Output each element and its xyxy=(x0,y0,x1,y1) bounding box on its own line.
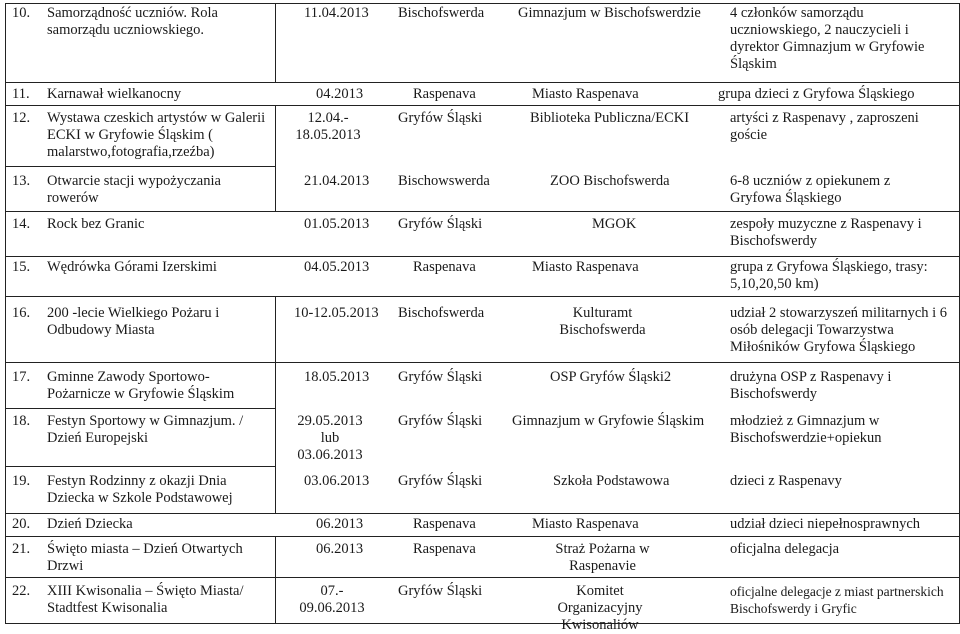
table-rule xyxy=(5,408,275,409)
row-participants: 6-8 uczniów z opiekunem z Gryfowa Śląskiego xyxy=(730,173,891,206)
row-number: 16. xyxy=(12,305,31,321)
row-event: Festyn Sportowy w Gimnazjum. / Dzień Europejski xyxy=(47,413,244,446)
row-number: 10. xyxy=(12,5,31,21)
row-number: 12. xyxy=(12,110,31,126)
table-rule xyxy=(5,105,960,106)
row-date: 12.04.- 18.05.2013 xyxy=(295,110,361,143)
row-date: 01.05.2013 xyxy=(304,216,370,232)
row-event: Festyn Rodzinny z okazji Dnia Dziecka w Szkole Podstawowej xyxy=(47,473,233,506)
table-rule xyxy=(275,105,276,211)
row-place: Gryfów Śląski xyxy=(398,473,483,489)
row-event: Święto miasta – Dzień Otwartych Drzwi xyxy=(47,541,243,574)
row-number: 21. xyxy=(12,541,31,557)
table-rule xyxy=(5,466,275,467)
row-venue: Miasto Raspenava xyxy=(532,516,639,532)
row-date: 18.05.2013 xyxy=(304,369,370,385)
row-event: Karnawał wielkanocny xyxy=(47,86,182,102)
table-rule xyxy=(275,536,276,623)
row-event: XIII Kwisonalia – Święto Miasta/ Stadtfest Kwisonalia xyxy=(47,583,244,616)
row-number: 13. xyxy=(12,173,31,189)
row-place: Raspenava xyxy=(413,259,476,275)
row-participants: artyści z Raspenavy , zaproszeni goście xyxy=(730,110,919,143)
row-date: 06.2013 xyxy=(316,541,364,557)
row-participants: młodzież z Gimnazjum w Bischofswerdzie+opiekun xyxy=(730,413,882,446)
row-number: 18. xyxy=(12,413,31,429)
row-event: Otwarcie stacji wypożyczania rowerów xyxy=(47,173,221,206)
row-place: Raspenava xyxy=(413,86,476,102)
row-place: Gryfów Śląski xyxy=(398,369,483,385)
row-number: 17. xyxy=(12,369,31,385)
row-participants: grupa dzieci z Gryfowa Śląskiego xyxy=(718,86,915,102)
table-rule xyxy=(5,82,960,83)
row-participants: grupa z Gryfowa Śląskiego, trasy: 5,10,20,50 km) xyxy=(730,259,928,292)
row-participants: zespoły muzyczne z Raspenavy i Bischofswerdy xyxy=(730,216,922,249)
row-place: Gryfów Śląski xyxy=(398,413,483,429)
row-date: 21.04.2013 xyxy=(304,173,370,189)
row-number: 11. xyxy=(12,86,30,102)
row-place: Gryfów Śląski xyxy=(398,110,483,126)
row-date: 10-12.05.2013 xyxy=(294,305,379,321)
row-venue: ZOO Bischofswerda xyxy=(550,173,670,189)
row-venue: MGOK xyxy=(592,216,637,232)
row-venue: OSP Gryfów Śląski2 xyxy=(550,369,672,385)
table-rule xyxy=(5,623,960,624)
row-venue: Biblioteka Publiczna/ECKI xyxy=(530,110,690,126)
row-date: 04.2013 xyxy=(316,86,364,102)
row-event: Samorządność uczniów. Rola samorządu uczniowskiego. xyxy=(47,5,218,38)
row-date: 29.05.2013 lub 03.06.2013 xyxy=(297,413,363,463)
row-place: Bischofswerda xyxy=(398,305,485,321)
row-event: Wędrówka Górami Izerskimi xyxy=(47,259,217,275)
row-number: 14. xyxy=(12,216,31,232)
row-number: 19. xyxy=(12,473,31,489)
row-number: 22. xyxy=(12,583,31,599)
row-venue: Miasto Raspenava xyxy=(532,86,639,102)
row-venue: Straż Pożarna w Raspenavie xyxy=(555,541,650,574)
table-rule xyxy=(5,296,960,297)
row-date: 06.2013 xyxy=(316,516,364,532)
table-rule xyxy=(5,577,960,578)
row-place: Gryfów Śląski xyxy=(398,216,483,232)
table-rule xyxy=(5,362,960,363)
row-venue: Komitet Organizacyjny Kwisonaliów xyxy=(557,583,643,633)
row-venue: Kulturamt Bischofswerda xyxy=(559,305,646,338)
row-event: Dzień Dziecka xyxy=(47,516,133,532)
row-participants: udział 2 stowarzyszeń militarnych i 6 osób delegacji Towarzystwa Miłośników Gryfowa Śląskiego xyxy=(730,305,948,355)
table-rule xyxy=(5,211,960,212)
row-participants: oficjalne delegacje z miast partnerskich Bischofswerdy i Gryfic xyxy=(730,584,944,616)
row-place: Raspenava xyxy=(413,541,476,557)
row-participants: drużyna OSP z Raspenavy i Bischofswerdy xyxy=(730,369,892,402)
row-event: 200 -lecie Wielkiego Pożaru i Odbudowy Miasta xyxy=(47,305,220,338)
table-rule xyxy=(5,3,6,623)
row-place: Raspenava xyxy=(413,516,476,532)
row-participants: dzieci z Raspenavy xyxy=(730,473,842,489)
table-rule xyxy=(5,3,960,4)
row-participants: udział dzieci niepełnosprawnych xyxy=(730,516,921,532)
row-venue: Gimnazjum w Bischofswerdzie xyxy=(518,5,701,21)
row-place: Bischofswerda xyxy=(398,5,485,21)
row-date: 03.06.2013 xyxy=(304,473,370,489)
row-number: 15. xyxy=(12,259,31,275)
row-participants: oficjalna delegacja xyxy=(730,541,840,557)
row-date: 11.04.2013 xyxy=(304,5,369,21)
row-participants: 4 członków samorządu uczniowskiego, 2 nauczycieli i dyrektor Gimnazjum w Gryfowie Śląskim xyxy=(730,5,925,72)
row-event: Gminne Zawody Sportowo-Pożarnicze w Gryfowie Śląskim xyxy=(47,369,235,402)
row-number: 20. xyxy=(12,516,31,532)
row-venue: Szkoła Podstawowa xyxy=(553,473,670,489)
table-rule xyxy=(5,166,275,167)
table-rule xyxy=(275,3,276,83)
table-rule xyxy=(275,296,276,513)
row-event: Rock bez Granic xyxy=(47,216,145,232)
row-place: Gryfów Śląski xyxy=(398,583,483,599)
row-event: Wystawa czeskich artystów w Galerii ECKI w Gryfowie Śląskim ( malarstwo,fotografia,rzeźba) xyxy=(47,110,266,160)
row-venue: Gimnazjum w Gryfowie Śląskim xyxy=(512,413,705,429)
table-rule xyxy=(5,513,960,514)
row-date: 04.05.2013 xyxy=(304,259,370,275)
row-place: Bischowswerda xyxy=(398,173,490,189)
table-rule xyxy=(5,536,960,537)
row-venue: Miasto Raspenava xyxy=(532,259,639,275)
row-date: 07.- 09.06.2013 xyxy=(299,583,365,616)
table-rule xyxy=(5,256,960,257)
